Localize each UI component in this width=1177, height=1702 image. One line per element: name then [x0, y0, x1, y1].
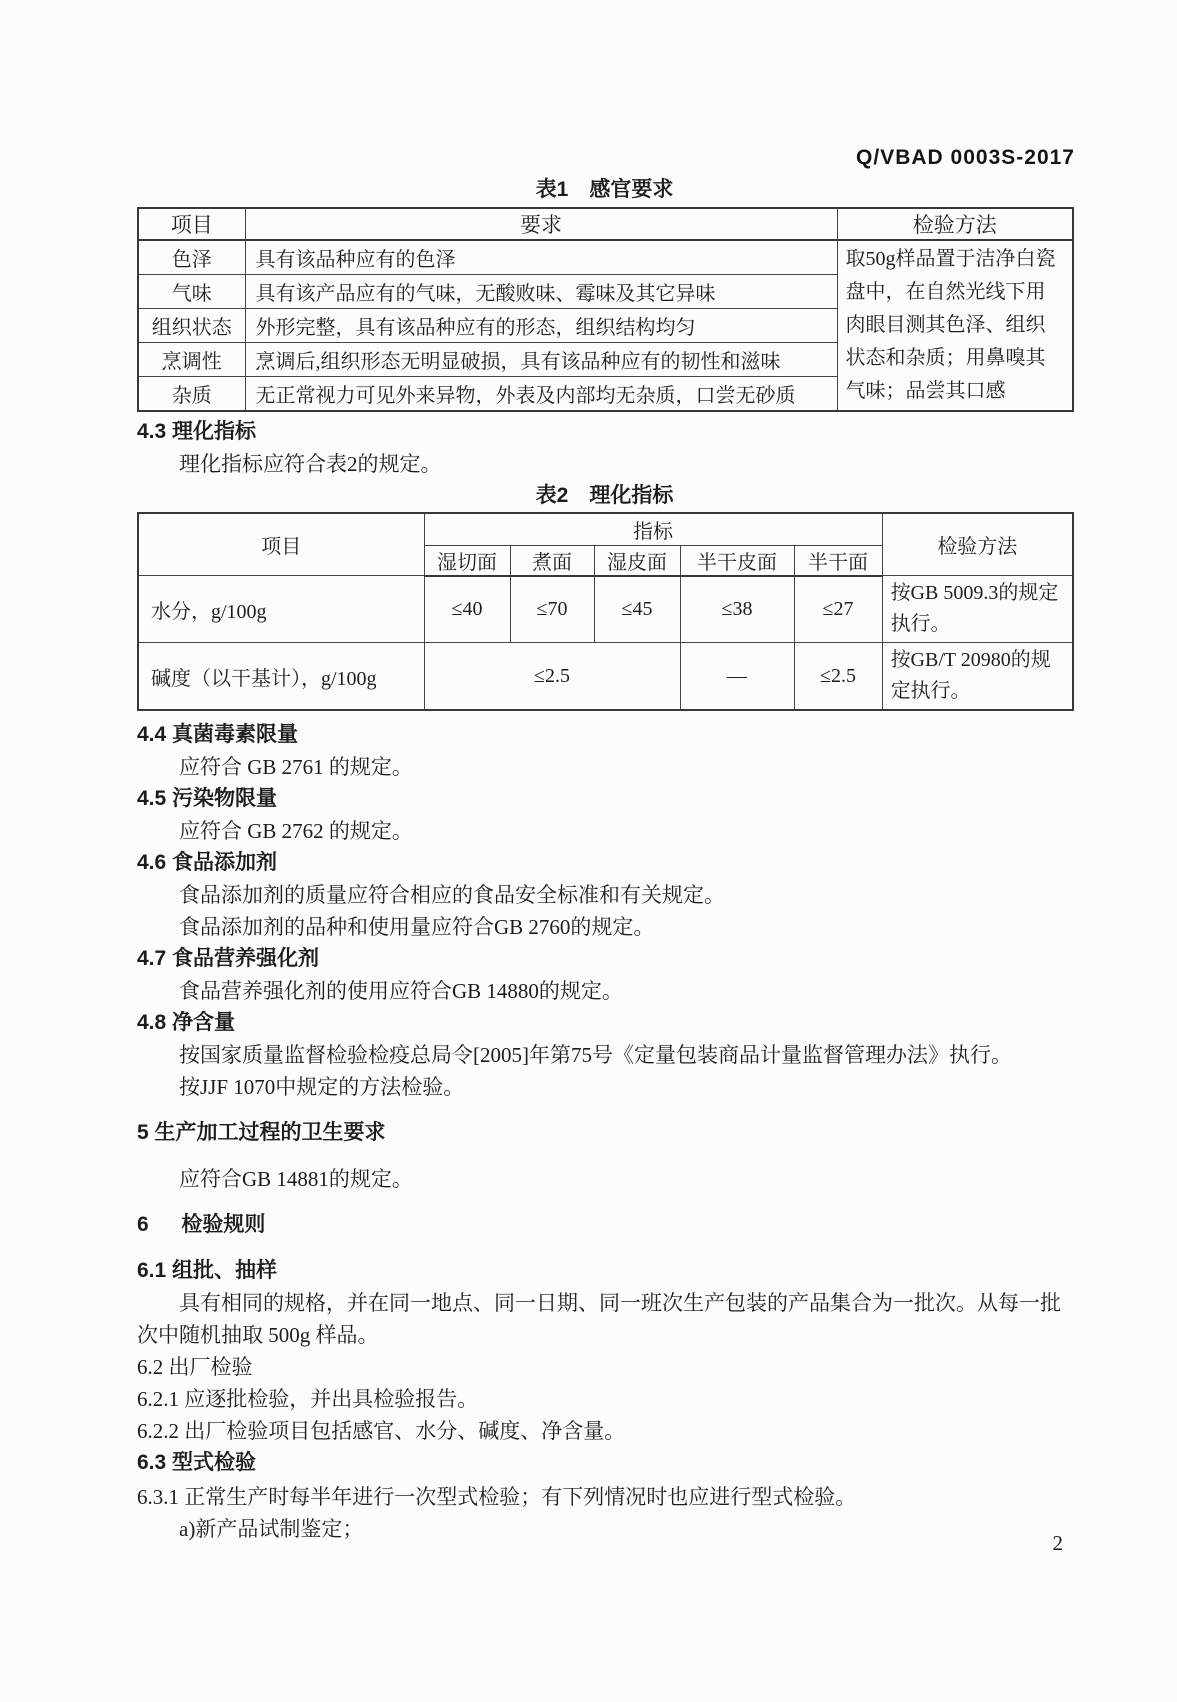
- t2-moisture-v2: ≤45: [594, 576, 680, 643]
- section-4-3-body: 理化指标应符合表2的规定。: [179, 452, 442, 476]
- section-4-8-body-2: 按JJF 1070中规定的方法检验。: [179, 1075, 465, 1099]
- section-6-1-heading: 6.1 组批、抽样: [137, 1259, 278, 1282]
- t2-sub-0: 湿切面: [424, 545, 510, 576]
- t2-sub-1: 煮面: [510, 545, 594, 576]
- t2-moisture-item: 水分，g/100g: [138, 576, 424, 643]
- t2-moisture-method: 按GB 5009.3的规定执行。: [882, 576, 1073, 643]
- t2-alk-item: 碱度（以干基计），g/100g: [138, 643, 424, 711]
- section-4-4-heading: 4.4 真菌毒素限量: [137, 723, 299, 746]
- t1-req-4: 无正常视力可见外来异物，外表及内部均无杂质，口尝无砂质: [245, 377, 837, 411]
- t2-sub-2: 湿皮面: [594, 545, 680, 576]
- page-number: 2: [1052, 1531, 1063, 1555]
- section-4-6-heading: 4.6 食品添加剂: [137, 851, 278, 874]
- t2-moisture-v4: ≤27: [794, 576, 882, 643]
- table2-col-method: 检验方法: [882, 513, 1073, 576]
- section-5-heading: 5 生产加工过程的卫生要求: [137, 1121, 386, 1144]
- section-6-1-body: 具有相同的规格，并在同一地点、同一日期、同一班次生产包装的产品集合为一批次。从每一批次中随机抽取 500g 样品。: [137, 1291, 1061, 1347]
- standard-code: Q/VBAD 0003S-2017: [856, 146, 1075, 169]
- table-row: [138, 576, 1073, 643]
- t2-alk-last-value: ≤2.5: [794, 643, 882, 711]
- section-4-3-heading: 4.3 理化指标: [137, 420, 257, 443]
- table2-col-indicator: 指标: [424, 513, 882, 545]
- table2-header-row-1: [138, 513, 1073, 545]
- section-4-4-body: 应符合 GB 2761 的规定。: [179, 755, 413, 779]
- t2-sub-4: 半干面: [794, 545, 882, 576]
- t1-req-1: 具有该产品应有的气味，无酸败味、霉味及其它异味: [245, 274, 837, 308]
- table1-col-method: 检验方法: [837, 208, 1073, 240]
- table1-col-item: 项目: [138, 208, 245, 240]
- t2-alk-method: 按GB/T 20980的规定执行。: [882, 643, 1073, 711]
- t2-moisture-v0: ≤40: [424, 576, 510, 643]
- t2-sub-3: 半干皮面: [680, 545, 794, 576]
- t2-moisture-v1: ≤70: [510, 576, 594, 643]
- section-4-7-body: 食品营养强化剂的使用应符合GB 14880的规定。: [179, 979, 623, 1003]
- table1-title: 表1 感官要求: [535, 178, 674, 201]
- table2-col-item: 项目: [138, 513, 424, 576]
- section-4-7-heading: 4.7 食品营养强化剂: [137, 947, 320, 970]
- table-row: [138, 643, 1073, 711]
- section-4-6-body-1: 食品添加剂的质量应符合相应的食品安全标准和有关规定。: [179, 883, 725, 907]
- section-4-8-body-1: 按国家质量监督检验检疫总局令[2005]年第75号《定量包装商品计量监督管理办法》执行。: [179, 1043, 1012, 1067]
- t1-req-3: 烹调后,组织形态无明显破损，具有该品种应有的韧性和滋味: [245, 343, 837, 377]
- t2-alk-dash: —: [680, 643, 794, 711]
- t2-alk-merged-value: ≤2.5: [424, 643, 680, 711]
- page-content: [137, 176, 1072, 1545]
- table1-col-req: 要求: [245, 208, 837, 240]
- t1-item-3: 烹调性: [138, 343, 245, 377]
- section-4-5-body: 应符合 GB 2762 的规定。: [179, 819, 413, 843]
- table2-title: 表2 理化指标: [535, 484, 674, 507]
- t1-req-0: 具有该品种应有的色泽: [245, 240, 837, 274]
- t1-item-0: 色泽: [138, 240, 245, 274]
- t1-item-1: 气味: [138, 274, 245, 308]
- table1-header-row: [138, 208, 1073, 240]
- section-6-2-1-text: 6.2.1 应逐批检验，并出具检验报告。: [137, 1387, 479, 1411]
- section-6-3-heading: 6.3 型式检验: [137, 1451, 257, 1474]
- section-6-2-heading: 6.2 出厂检验: [137, 1355, 253, 1379]
- section-4-5-heading: 4.5 污染物限量: [137, 787, 278, 810]
- section-4-6-body-2: 食品添加剂的品种和使用量应符合GB 2760的规定。: [179, 915, 655, 939]
- section-6-heading: 6 检验规则: [137, 1213, 266, 1236]
- t1-req-2: 外形完整，具有该品种应有的形态，组织结构均匀: [245, 308, 837, 342]
- section-6-2-2-text: 6.2.2 出厂检验项目包括感官、水分、碱度、净含量。: [137, 1419, 626, 1443]
- t1-method-cell: 取50g样品置于洁净白瓷盘中，在自然光线下用肉眼目测其色泽、组织状态和杂质；用鼻嗅其气味；品尝其口感: [837, 240, 1073, 411]
- table-row: [138, 240, 1073, 274]
- section-4-8-heading: 4.8 净含量: [137, 1011, 236, 1034]
- section-6-3-1-item-a: a)新产品试制鉴定；: [179, 1517, 364, 1541]
- sensory-requirements-table: [137, 207, 1074, 412]
- physicochemical-index-table: [137, 512, 1074, 711]
- t2-moisture-v3: ≤38: [680, 576, 794, 643]
- t1-item-2: 组织状态: [138, 308, 245, 342]
- section-6-3-1-text: 6.3.1 正常生产时每半年进行一次型式检验；有下列情况时也应进行型式检验。: [137, 1485, 857, 1509]
- section-5-body: 应符合GB 14881的规定。: [179, 1167, 413, 1191]
- t1-item-4: 杂质: [138, 377, 245, 411]
